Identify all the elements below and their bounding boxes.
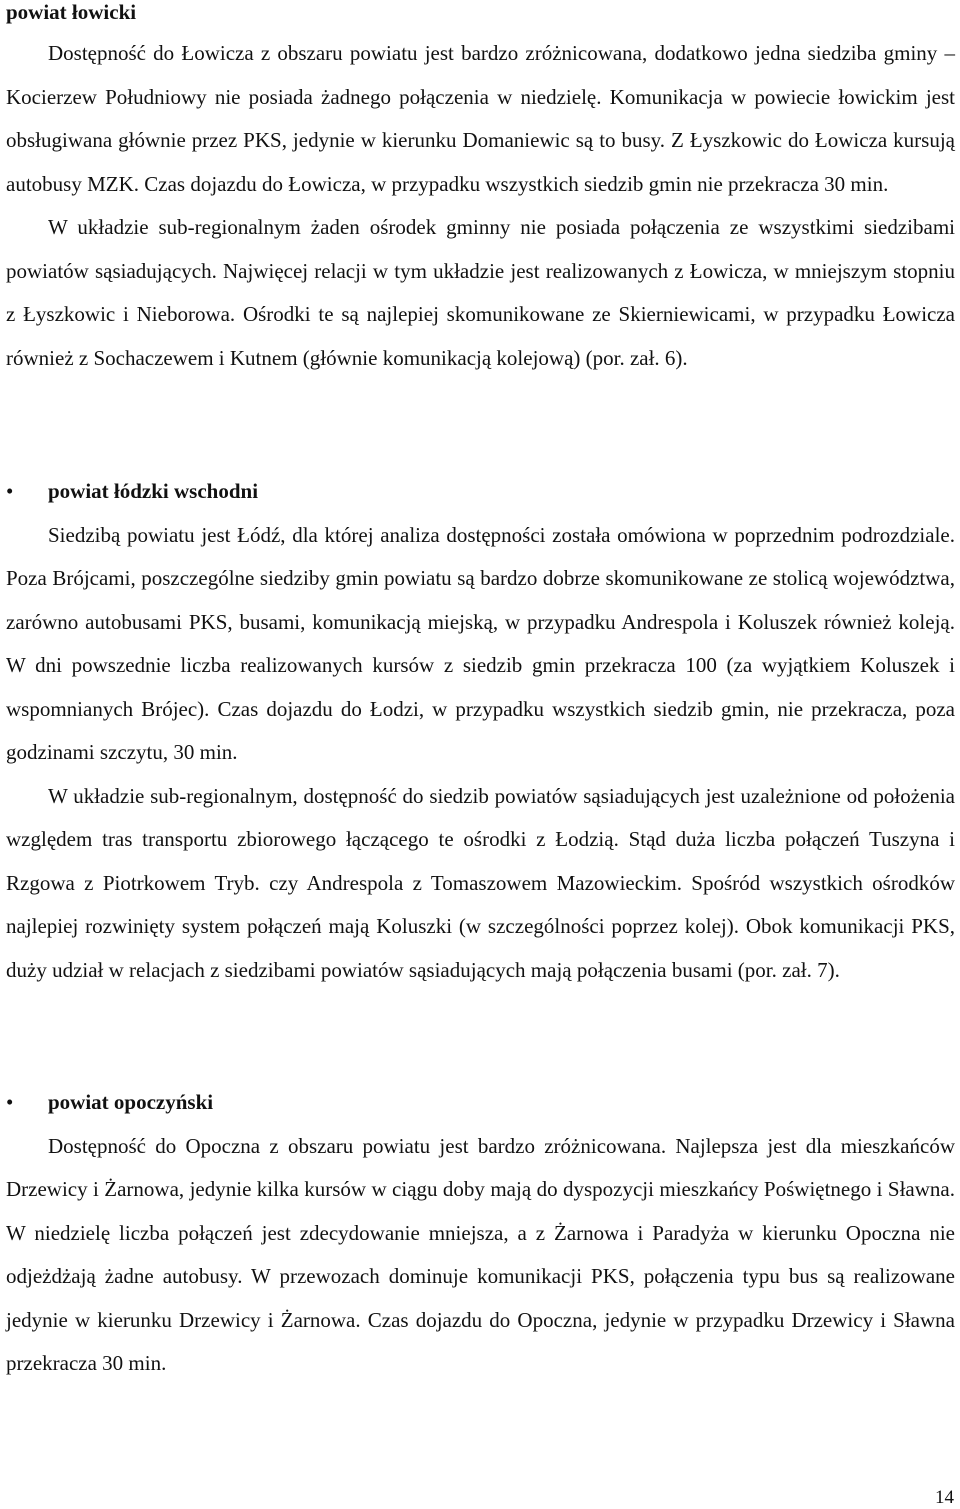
section-heading-row [6,1081,955,1125]
section-heading-lowicki: powiat łowicki [6,0,137,24]
paragraph: Siedzibą powiatu jest Łódź, dla której analiza dostępności została omówiona w poprzednim podrozdziale. Poza Brójcami, poszczególne siedziby gmin powiatu są bardzo dobrze skomunikowane ze stolicą województwa, zarówno autobusami PKS, busami, komunikacją miejską, w przypadku Andrespola i Koluszek również koleją. W dni powszednie liczba realizowanych kursów z siedzib gmin przekracza 100 (za wyjątkiem Koluszek i wspomnianych Brójec). Czas dojazdu do Łodzi, w przypadku wszystkich siedzib gmin, nie przekracza, poza godzinami szczytu, 30 min. [6,522,955,764]
paragraph: Dostępność do Łowicza z obszaru powiatu jest bardzo zróżnicowana, dodatkowo jedna siedziba gminy – Kocierzew Południowy nie posiada żadnego połączenia w niedzielę. Komunikacja w powiecie łowickim jest obsługiwana głównie przez PKS, jedynie w kierunku Domaniewic są to busy. Z Łyszkowic do Łowicza kursują autobusy MZK. Czas dojazdu do Łowicza, w przypadku wszystkich siedzib gmin nie przekracza 30 min. [6,41,955,196]
bullet-icon: • [6,479,14,503]
paragraph: Dostępność do Opoczna z obszaru powiatu jest bardzo zróżnicowana. Najlepsza jest dla mieszkańców Drzewicy i Żarnowa, jedynie kilka kursów w ciągu doby mają do dyspozycji mieszkańcy Poświętnego i Sławna. W niedzielę liczba połączeń jest zdecydowanie mniejsza, a z Żarnowa i Paradyża w kierunku Opoczna nie odjeżdżają żadne autobusy. W przewozach dominuje komunikacji PKS, połączenia typu bus są realizowane jedynie w kierunku Drzewicy i Żarnowa. Czas dojazdu do Opoczna, jedynie w przypadku Drzewicy i Sławna przekracza 30 min. [6,1133,955,1375]
section-lodzki-wschodni [6,470,955,992]
page-number: 14 [935,1487,954,1508]
section-opoczynski [6,1081,955,1386]
section-heading-opoczynski: powiat opoczyński [48,1090,214,1114]
section-heading-row [6,470,955,514]
section-lowicki [6,32,955,380]
paragraph: W układzie sub-regionalnym, dostępność do siedzib powiatów sąsiadujących jest uzależnione od położenia względem tras transportu zbiorowego łączącego te ośrodki z Łodzią. Stąd duża liczba połączeń Tuszyna i Rzgowa z Piotrkowem Tryb. czy Andrespola z Tomaszowem Mazowieckim. Spośród wszystkich ośrodków najlepiej rozwinięty system połączeń mają Koluszki (w szczególności poprzez kolej). Obok komunikacji PKS, duży udział w relacjach z siedzibami powiatów sąsiadujących mają połączenia busami (por. zał. 7). [6,783,955,982]
bullet-icon: • [6,1090,14,1114]
section-heading-lodzki-wschodni: powiat łódzki wschodni [48,479,259,503]
paragraph: W układzie sub-regionalnym żaden ośrodek gminny nie posiada połączenia ze wszystkimi siedzibami powiatów sąsiadujących. Najwięcej relacji w tym układzie jest realizowanych z Łowicza, w mniejszym stopniu z Łyszkowic i Nieborowa. Ośrodki te są najlepiej skomunikowane ze Skierniewicami, w przypadku Łowicza również z Sochaczewem i Kutnem (głównie komunikacją kolejową) (por. zał. 6). [6,215,955,370]
